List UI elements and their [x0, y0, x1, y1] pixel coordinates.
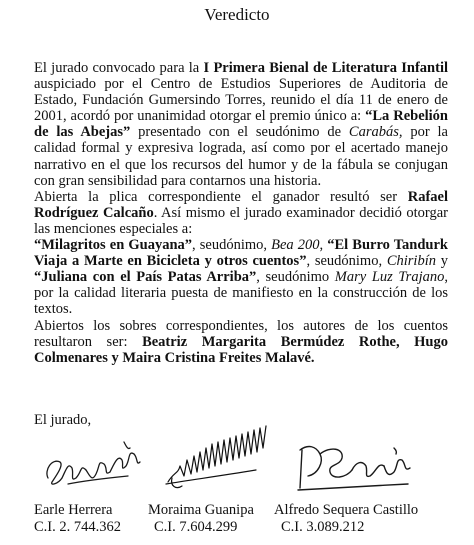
bold-text: “La Rebelión de las Abejas” [34, 108, 448, 141]
bold-text: “Juliana con el País Patas Arriba” [34, 269, 257, 286]
closing-line: El jurado, [34, 412, 92, 428]
italic-text: Bea 200 [271, 237, 320, 254]
text-run: , [319, 237, 328, 254]
bold-text: “El Burro Tandurk Viaja a Marte en Bicicleta y otros cuentos” [34, 237, 448, 270]
text-run: . Así mismo el jurado examinador decidió otorgar las menciones especiales a: [34, 204, 448, 237]
text-run: , seudónimo, [306, 253, 387, 270]
signatory-name: Moraima Guanipa [148, 502, 254, 518]
verdict-body [34, 60, 448, 366]
paragraph-winner [34, 189, 448, 237]
text-run: , seudónimo [256, 269, 335, 286]
signature-moraima-guanipa [160, 412, 280, 494]
signatory-name: Alfredo Sequera Castillo [274, 502, 419, 518]
signature-earle-herrera [38, 432, 148, 494]
text-run: presentado con el seudónimo de [130, 124, 349, 141]
bold-text: Beatriz Margarita Bermúdez Rothe, Hugo Colmenares y Maira Cristina Freites Malavé. [34, 333, 448, 366]
paragraph-award [34, 60, 448, 189]
paragraph-authors [34, 318, 448, 366]
signature-alfredo-sequera-castillo [290, 436, 420, 498]
signatory-id: C.I. 3.089.212 [281, 519, 365, 535]
signatory-name: Earle Herrera [34, 502, 113, 518]
text-run: y [436, 253, 449, 270]
italic-text: Chiribín [386, 253, 436, 270]
bold-text: I Primera Bienal de Literatura Infantil [203, 60, 449, 76]
text-run: Abierta la plica correspondiente el ganador resultó ser [34, 188, 408, 205]
text-run: por la calidad formal y expresiva lograda, así como por el acertado manejo narrativo en el que los recursos del humor y de la fábula se conjugan con gran sensibilidad para contarnos una historia. [34, 124, 448, 189]
signatory-id: C.I. 7.604.299 [154, 519, 238, 535]
document-title: Veredicto [204, 5, 270, 24]
paragraph-mentions [34, 237, 448, 317]
text-run: El jurado convocado para la [34, 60, 204, 76]
bold-text: “Milagritos en Guayana” [34, 237, 193, 254]
text-run: , seudónimo, [192, 237, 272, 254]
italic-text: Carabás, [348, 124, 403, 141]
italic-text: Mary Luz Trajano [334, 269, 445, 286]
text-run: Abiertos los sobres correspondientes, los autores de los cuentos resultaron ser: [34, 317, 448, 350]
text-run: , por la calidad literaria puesta de manifiesto en la construcción de los textos. [34, 269, 448, 318]
signatory-id: C.I. 2. 744.362 [34, 519, 121, 535]
bold-text: Rafael Rodríguez Calcaño [34, 188, 448, 221]
text-run: auspiciado por el Centro de Estudios Superiores de Auditoria de Estado, Fundación Gumersindo Torres, reunido el día 11 de enero de 2001, acordó por unanimidad otorgar el premio único a: [34, 76, 448, 125]
